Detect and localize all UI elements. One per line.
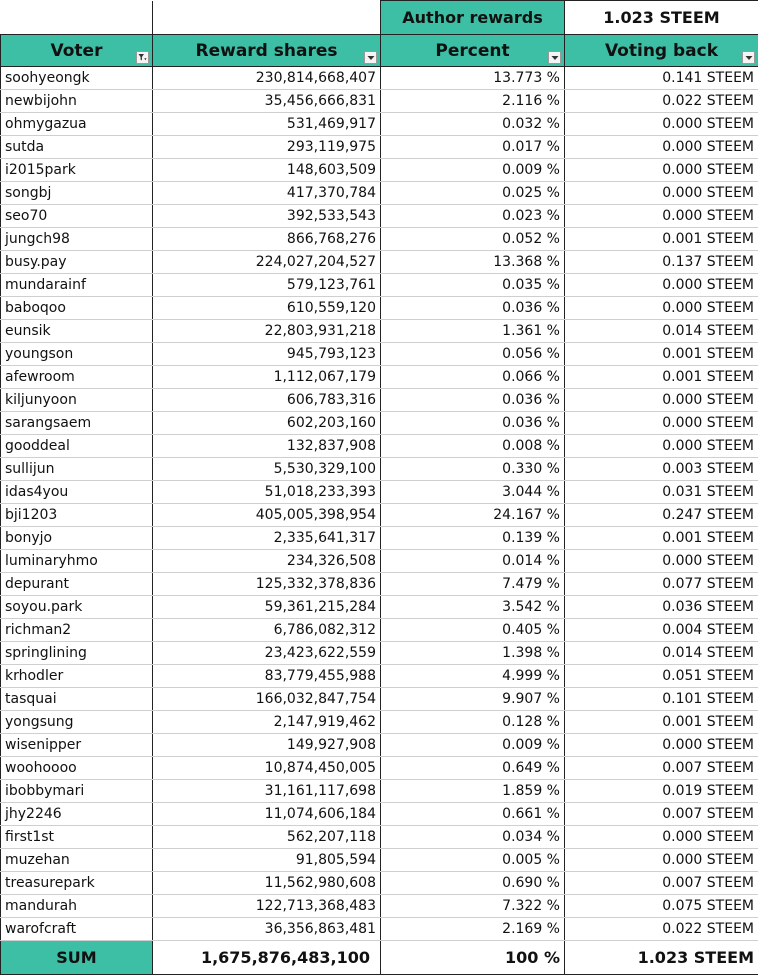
voting-back-cell[interactable]: 0.077 STEEM	[565, 573, 758, 596]
percent-cell[interactable]: 4.999 %	[381, 665, 565, 688]
percent-cell[interactable]: 0.405 %	[381, 619, 565, 642]
voter-cell[interactable]: soyou.park	[1, 596, 153, 619]
voting-back-cell[interactable]: 0.007 STEEM	[565, 803, 758, 826]
reward-shares-cell[interactable]: 51,018,233,393	[153, 481, 381, 504]
table-row	[1, 136, 758, 159]
voting-back-cell[interactable]: 0.019 STEEM	[565, 780, 758, 803]
percent-cell[interactable]: 0.017 %	[381, 136, 565, 159]
reward-shares-cell[interactable]: 392,533,543	[153, 205, 381, 228]
table-row	[1, 366, 758, 389]
percent-cell[interactable]: 0.036 %	[381, 297, 565, 320]
voting-back-cell[interactable]: 0.036 STEEM	[565, 596, 758, 619]
dropdown-arrow-icon[interactable]	[364, 51, 377, 64]
voting-back-cell[interactable]: 0.075 STEEM	[565, 895, 758, 918]
table-row	[1, 550, 758, 573]
voting-back-cell[interactable]: 0.000 STEEM	[565, 182, 758, 205]
percent-cell[interactable]: 2.169 %	[381, 918, 565, 941]
table-row	[1, 734, 758, 757]
table-row	[1, 67, 758, 90]
table-row	[1, 182, 758, 205]
voting-back-cell[interactable]: 0.022 STEEM	[565, 918, 758, 941]
percent-cell[interactable]: 1.361 %	[381, 320, 565, 343]
percent-cell[interactable]: 13.773 %	[381, 67, 565, 90]
table-row	[1, 228, 758, 251]
voting-back-cell[interactable]: 0.101 STEEM	[565, 688, 758, 711]
filter-active-icon[interactable]	[136, 51, 149, 64]
header-voter-label: Voter	[51, 41, 103, 61]
percent-cell[interactable]: 3.044 %	[381, 481, 565, 504]
reward-shares-cell[interactable]: 293,119,975	[153, 136, 381, 159]
reward-shares-cell[interactable]: 866,768,276	[153, 228, 381, 251]
reward-shares-cell[interactable]: 602,203,160	[153, 412, 381, 435]
reward-shares-cell[interactable]: 10,874,450,005	[153, 757, 381, 780]
reward-shares-cell[interactable]: 579,123,761	[153, 274, 381, 297]
reward-shares-cell[interactable]: 224,027,204,527	[153, 251, 381, 274]
sum-voting-back[interactable]: 1.023 STEEM	[565, 941, 758, 975]
author-rewards-row	[1, 1, 758, 35]
reward-shares-cell[interactable]: 562,207,118	[153, 826, 381, 849]
reward-shares-cell[interactable]: 83,779,455,988	[153, 665, 381, 688]
voting-back-cell[interactable]: 0.000 STEEM	[565, 159, 758, 182]
voting-back-cell[interactable]: 0.000 STEEM	[565, 734, 758, 757]
table-row	[1, 297, 758, 320]
reward-shares-cell[interactable]: 945,793,123	[153, 343, 381, 366]
percent-cell[interactable]: 0.661 %	[381, 803, 565, 826]
voter-cell[interactable]: seo70	[1, 205, 153, 228]
percent-cell[interactable]: 0.066 %	[381, 366, 565, 389]
table-row	[1, 688, 758, 711]
table-row	[1, 274, 758, 297]
voter-cell[interactable]: jungch98	[1, 228, 153, 251]
voting-back-cell[interactable]: 0.000 STEEM	[565, 826, 758, 849]
table-row	[1, 803, 758, 826]
voter-cell[interactable]: newbijohn	[1, 90, 153, 113]
table-row	[1, 159, 758, 182]
dropdown-arrow-icon[interactable]	[548, 51, 561, 64]
voter-cell[interactable]: songbj	[1, 182, 153, 205]
voter-cell[interactable]: mandurah	[1, 895, 153, 918]
reward-shares-cell[interactable]: 1,112,067,179	[153, 366, 381, 389]
voter-cell[interactable]: baboqoo	[1, 297, 153, 320]
reward-shares-cell[interactable]: 6,786,082,312	[153, 619, 381, 642]
percent-cell[interactable]: 0.032 %	[381, 113, 565, 136]
voting-back-cell[interactable]: 0.001 STEEM	[565, 366, 758, 389]
empty-cell[interactable]	[153, 1, 381, 35]
percent-cell[interactable]: 9.907 %	[381, 688, 565, 711]
voting-back-cell[interactable]: 0.000 STEEM	[565, 550, 758, 573]
header-voter[interactable]	[1, 35, 153, 67]
reward-shares-cell[interactable]: 166,032,847,754	[153, 688, 381, 711]
voting-back-cell[interactable]: 0.001 STEEM	[565, 527, 758, 550]
percent-cell[interactable]: 7.479 %	[381, 573, 565, 596]
voter-cell[interactable]: warofcraft	[1, 918, 153, 941]
reward-shares-cell[interactable]: 11,562,980,608	[153, 872, 381, 895]
percent-cell[interactable]: 0.056 %	[381, 343, 565, 366]
percent-cell[interactable]: 13.368 %	[381, 251, 565, 274]
table-row	[1, 251, 758, 274]
percent-cell[interactable]: 0.014 %	[381, 550, 565, 573]
percent-cell[interactable]: 0.023 %	[381, 205, 565, 228]
reward-shares-cell[interactable]: 610,559,120	[153, 297, 381, 320]
percent-cell[interactable]: 0.330 %	[381, 458, 565, 481]
voter-cell[interactable]: bji1203	[1, 504, 153, 527]
table-row	[1, 665, 758, 688]
table-row	[1, 343, 758, 366]
voting-back-cell[interactable]: 0.000 STEEM	[565, 205, 758, 228]
reward-shares-cell[interactable]: 11,074,606,184	[153, 803, 381, 826]
percent-cell[interactable]: 0.005 %	[381, 849, 565, 872]
voting-back-cell[interactable]: 0.000 STEEM	[565, 412, 758, 435]
percent-cell[interactable]: 0.036 %	[381, 412, 565, 435]
table-row	[1, 872, 758, 895]
header-percent-label: Percent	[435, 41, 509, 61]
table-row	[1, 711, 758, 734]
voter-cell[interactable]: jhy2246	[1, 803, 153, 826]
percent-cell[interactable]: 0.690 %	[381, 872, 565, 895]
sum-label[interactable]: SUM	[1, 941, 153, 975]
voter-cell[interactable]: soohyeongk	[1, 67, 153, 90]
voter-cell[interactable]: ibobbymari	[1, 780, 153, 803]
percent-cell[interactable]: 24.167 %	[381, 504, 565, 527]
table-row	[1, 113, 758, 136]
voter-cell[interactable]: treasurepark	[1, 872, 153, 895]
reward-shares-cell[interactable]: 59,361,215,284	[153, 596, 381, 619]
voting-back-cell[interactable]: 0.007 STEEM	[565, 872, 758, 895]
voter-cell[interactable]: idas4you	[1, 481, 153, 504]
voter-cell[interactable]: first1st	[1, 826, 153, 849]
voting-back-cell[interactable]: 0.000 STEEM	[565, 435, 758, 458]
table-row	[1, 596, 758, 619]
voter-cell[interactable]: sullijun	[1, 458, 153, 481]
table-row	[1, 481, 758, 504]
reward-shares-cell[interactable]: 35,456,666,831	[153, 90, 381, 113]
voting-back-cell[interactable]: 0.007 STEEM	[565, 757, 758, 780]
reward-shares-cell[interactable]: 2,335,641,317	[153, 527, 381, 550]
voting-back-cell[interactable]: 0.137 STEEM	[565, 251, 758, 274]
reward-shares-cell[interactable]: 405,005,398,954	[153, 504, 381, 527]
voter-cell[interactable]: krhodler	[1, 665, 153, 688]
voter-cell[interactable]: yongsung	[1, 711, 153, 734]
sum-row	[1, 941, 758, 975]
reward-shares-cell[interactable]: 122,713,368,483	[153, 895, 381, 918]
author-rewards-label[interactable]: Author rewards	[381, 1, 565, 35]
sum-percent[interactable]: 100 %	[381, 941, 565, 975]
voting-back-cell[interactable]: 0.000 STEEM	[565, 274, 758, 297]
voting-back-cell[interactable]: 0.001 STEEM	[565, 228, 758, 251]
voting-back-cell[interactable]: 0.004 STEEM	[565, 619, 758, 642]
table-row	[1, 90, 758, 113]
voter-cell[interactable]: muzehan	[1, 849, 153, 872]
voting-back-cell[interactable]: 0.003 STEEM	[565, 458, 758, 481]
table-row	[1, 642, 758, 665]
table-row	[1, 320, 758, 343]
table-row	[1, 458, 758, 481]
voter-cell[interactable]: gooddeal	[1, 435, 153, 458]
reward-shares-cell[interactable]: 31,161,117,698	[153, 780, 381, 803]
voter-cell[interactable]: i2015park	[1, 159, 153, 182]
reward-shares-cell[interactable]: 22,803,931,218	[153, 320, 381, 343]
table-row	[1, 619, 758, 642]
voter-cell[interactable]: bonyjo	[1, 527, 153, 550]
reward-shares-cell[interactable]: 606,783,316	[153, 389, 381, 412]
voting-back-cell[interactable]: 0.051 STEEM	[565, 665, 758, 688]
voter-cell[interactable]: springlining	[1, 642, 153, 665]
voting-back-cell[interactable]: 0.001 STEEM	[565, 343, 758, 366]
voter-cell[interactable]: busy.pay	[1, 251, 153, 274]
voter-cell[interactable]: ohmygazua	[1, 113, 153, 136]
empty-cell[interactable]	[1, 1, 153, 35]
voting-back-cell[interactable]: 0.000 STEEM	[565, 136, 758, 159]
voting-back-cell[interactable]: 0.141 STEEM	[565, 67, 758, 90]
percent-cell[interactable]: 0.052 %	[381, 228, 565, 251]
percent-cell[interactable]: 3.542 %	[381, 596, 565, 619]
reward-shares-cell[interactable]: 148,603,509	[153, 159, 381, 182]
voter-cell[interactable]: richman2	[1, 619, 153, 642]
reward-shares-cell[interactable]: 91,805,594	[153, 849, 381, 872]
percent-cell[interactable]: 1.859 %	[381, 780, 565, 803]
table-row	[1, 757, 758, 780]
percent-cell[interactable]: 0.649 %	[381, 757, 565, 780]
reward-shares-cell[interactable]: 5,530,329,100	[153, 458, 381, 481]
voter-cell[interactable]: tasquai	[1, 688, 153, 711]
voter-cell[interactable]: depurant	[1, 573, 153, 596]
reward-shares-cell[interactable]: 149,927,908	[153, 734, 381, 757]
header-percent[interactable]	[381, 35, 565, 67]
header-reward-shares[interactable]	[153, 35, 381, 67]
voting-back-cell[interactable]: 0.014 STEEM	[565, 320, 758, 343]
header-voting-back[interactable]	[565, 35, 758, 67]
percent-cell[interactable]: 0.008 %	[381, 435, 565, 458]
percent-cell[interactable]: 0.034 %	[381, 826, 565, 849]
percent-cell[interactable]: 1.398 %	[381, 642, 565, 665]
voter-cell[interactable]: luminaryhmo	[1, 550, 153, 573]
percent-cell[interactable]: 2.116 %	[381, 90, 565, 113]
reward-shares-cell[interactable]: 2,147,919,462	[153, 711, 381, 734]
voting-back-cell[interactable]: 0.000 STEEM	[565, 849, 758, 872]
percent-cell[interactable]: 0.035 %	[381, 274, 565, 297]
voter-cell[interactable]: woohoooo	[1, 757, 153, 780]
voter-cell[interactable]: afewroom	[1, 366, 153, 389]
voting-back-cell[interactable]: 0.022 STEEM	[565, 90, 758, 113]
voter-cell[interactable]: youngson	[1, 343, 153, 366]
percent-cell[interactable]: 0.139 %	[381, 527, 565, 550]
voting-back-cell[interactable]: 0.000 STEEM	[565, 113, 758, 136]
table-row	[1, 527, 758, 550]
table-row	[1, 780, 758, 803]
reward-shares-cell[interactable]: 417,370,784	[153, 182, 381, 205]
table-row	[1, 573, 758, 596]
voter-cell[interactable]: mundarainf	[1, 274, 153, 297]
voter-cell[interactable]: sarangsaem	[1, 412, 153, 435]
percent-cell[interactable]: 0.009 %	[381, 734, 565, 757]
table-row	[1, 504, 758, 527]
table-row	[1, 412, 758, 435]
reward-shares-cell[interactable]: 234,326,508	[153, 550, 381, 573]
voting-back-cell[interactable]: 0.014 STEEM	[565, 642, 758, 665]
voting-back-cell[interactable]: 0.001 STEEM	[565, 711, 758, 734]
voter-cell[interactable]: sutda	[1, 136, 153, 159]
percent-cell[interactable]: 0.025 %	[381, 182, 565, 205]
voter-cell[interactable]: wisenipper	[1, 734, 153, 757]
voting-back-cell[interactable]: 0.031 STEEM	[565, 481, 758, 504]
reward-shares-cell[interactable]: 125,332,378,836	[153, 573, 381, 596]
header-reward-shares-label: Reward shares	[196, 41, 338, 61]
voting-back-cell[interactable]: 0.000 STEEM	[565, 389, 758, 412]
reward-shares-cell[interactable]: 36,356,863,481	[153, 918, 381, 941]
table-row	[1, 826, 758, 849]
reward-shares-cell[interactable]: 531,469,917	[153, 113, 381, 136]
table-row	[1, 918, 758, 941]
table-row	[1, 435, 758, 458]
voting-back-cell[interactable]: 0.247 STEEM	[565, 504, 758, 527]
voter-cell[interactable]: kiljunyoon	[1, 389, 153, 412]
percent-cell[interactable]: 7.322 %	[381, 895, 565, 918]
reward-shares-cell[interactable]: 132,837,908	[153, 435, 381, 458]
voter-cell[interactable]: eunsik	[1, 320, 153, 343]
author-rewards-value[interactable]: 1.023 STEEM	[565, 1, 758, 35]
sum-reward-shares[interactable]: 1,675,876,483,100	[153, 941, 381, 975]
table-row	[1, 895, 758, 918]
percent-cell[interactable]: 0.009 %	[381, 159, 565, 182]
reward-shares-cell[interactable]: 230,814,668,407	[153, 67, 381, 90]
table-row	[1, 849, 758, 872]
header-row	[1, 35, 758, 67]
voting-back-cell[interactable]: 0.000 STEEM	[565, 297, 758, 320]
dropdown-arrow-icon[interactable]	[742, 51, 755, 64]
percent-cell[interactable]: 0.036 %	[381, 389, 565, 412]
table-row	[1, 205, 758, 228]
table-row	[1, 389, 758, 412]
reward-shares-cell[interactable]: 23,423,622,559	[153, 642, 381, 665]
header-voting-back-label: Voting back	[605, 41, 718, 61]
percent-cell[interactable]: 0.128 %	[381, 711, 565, 734]
